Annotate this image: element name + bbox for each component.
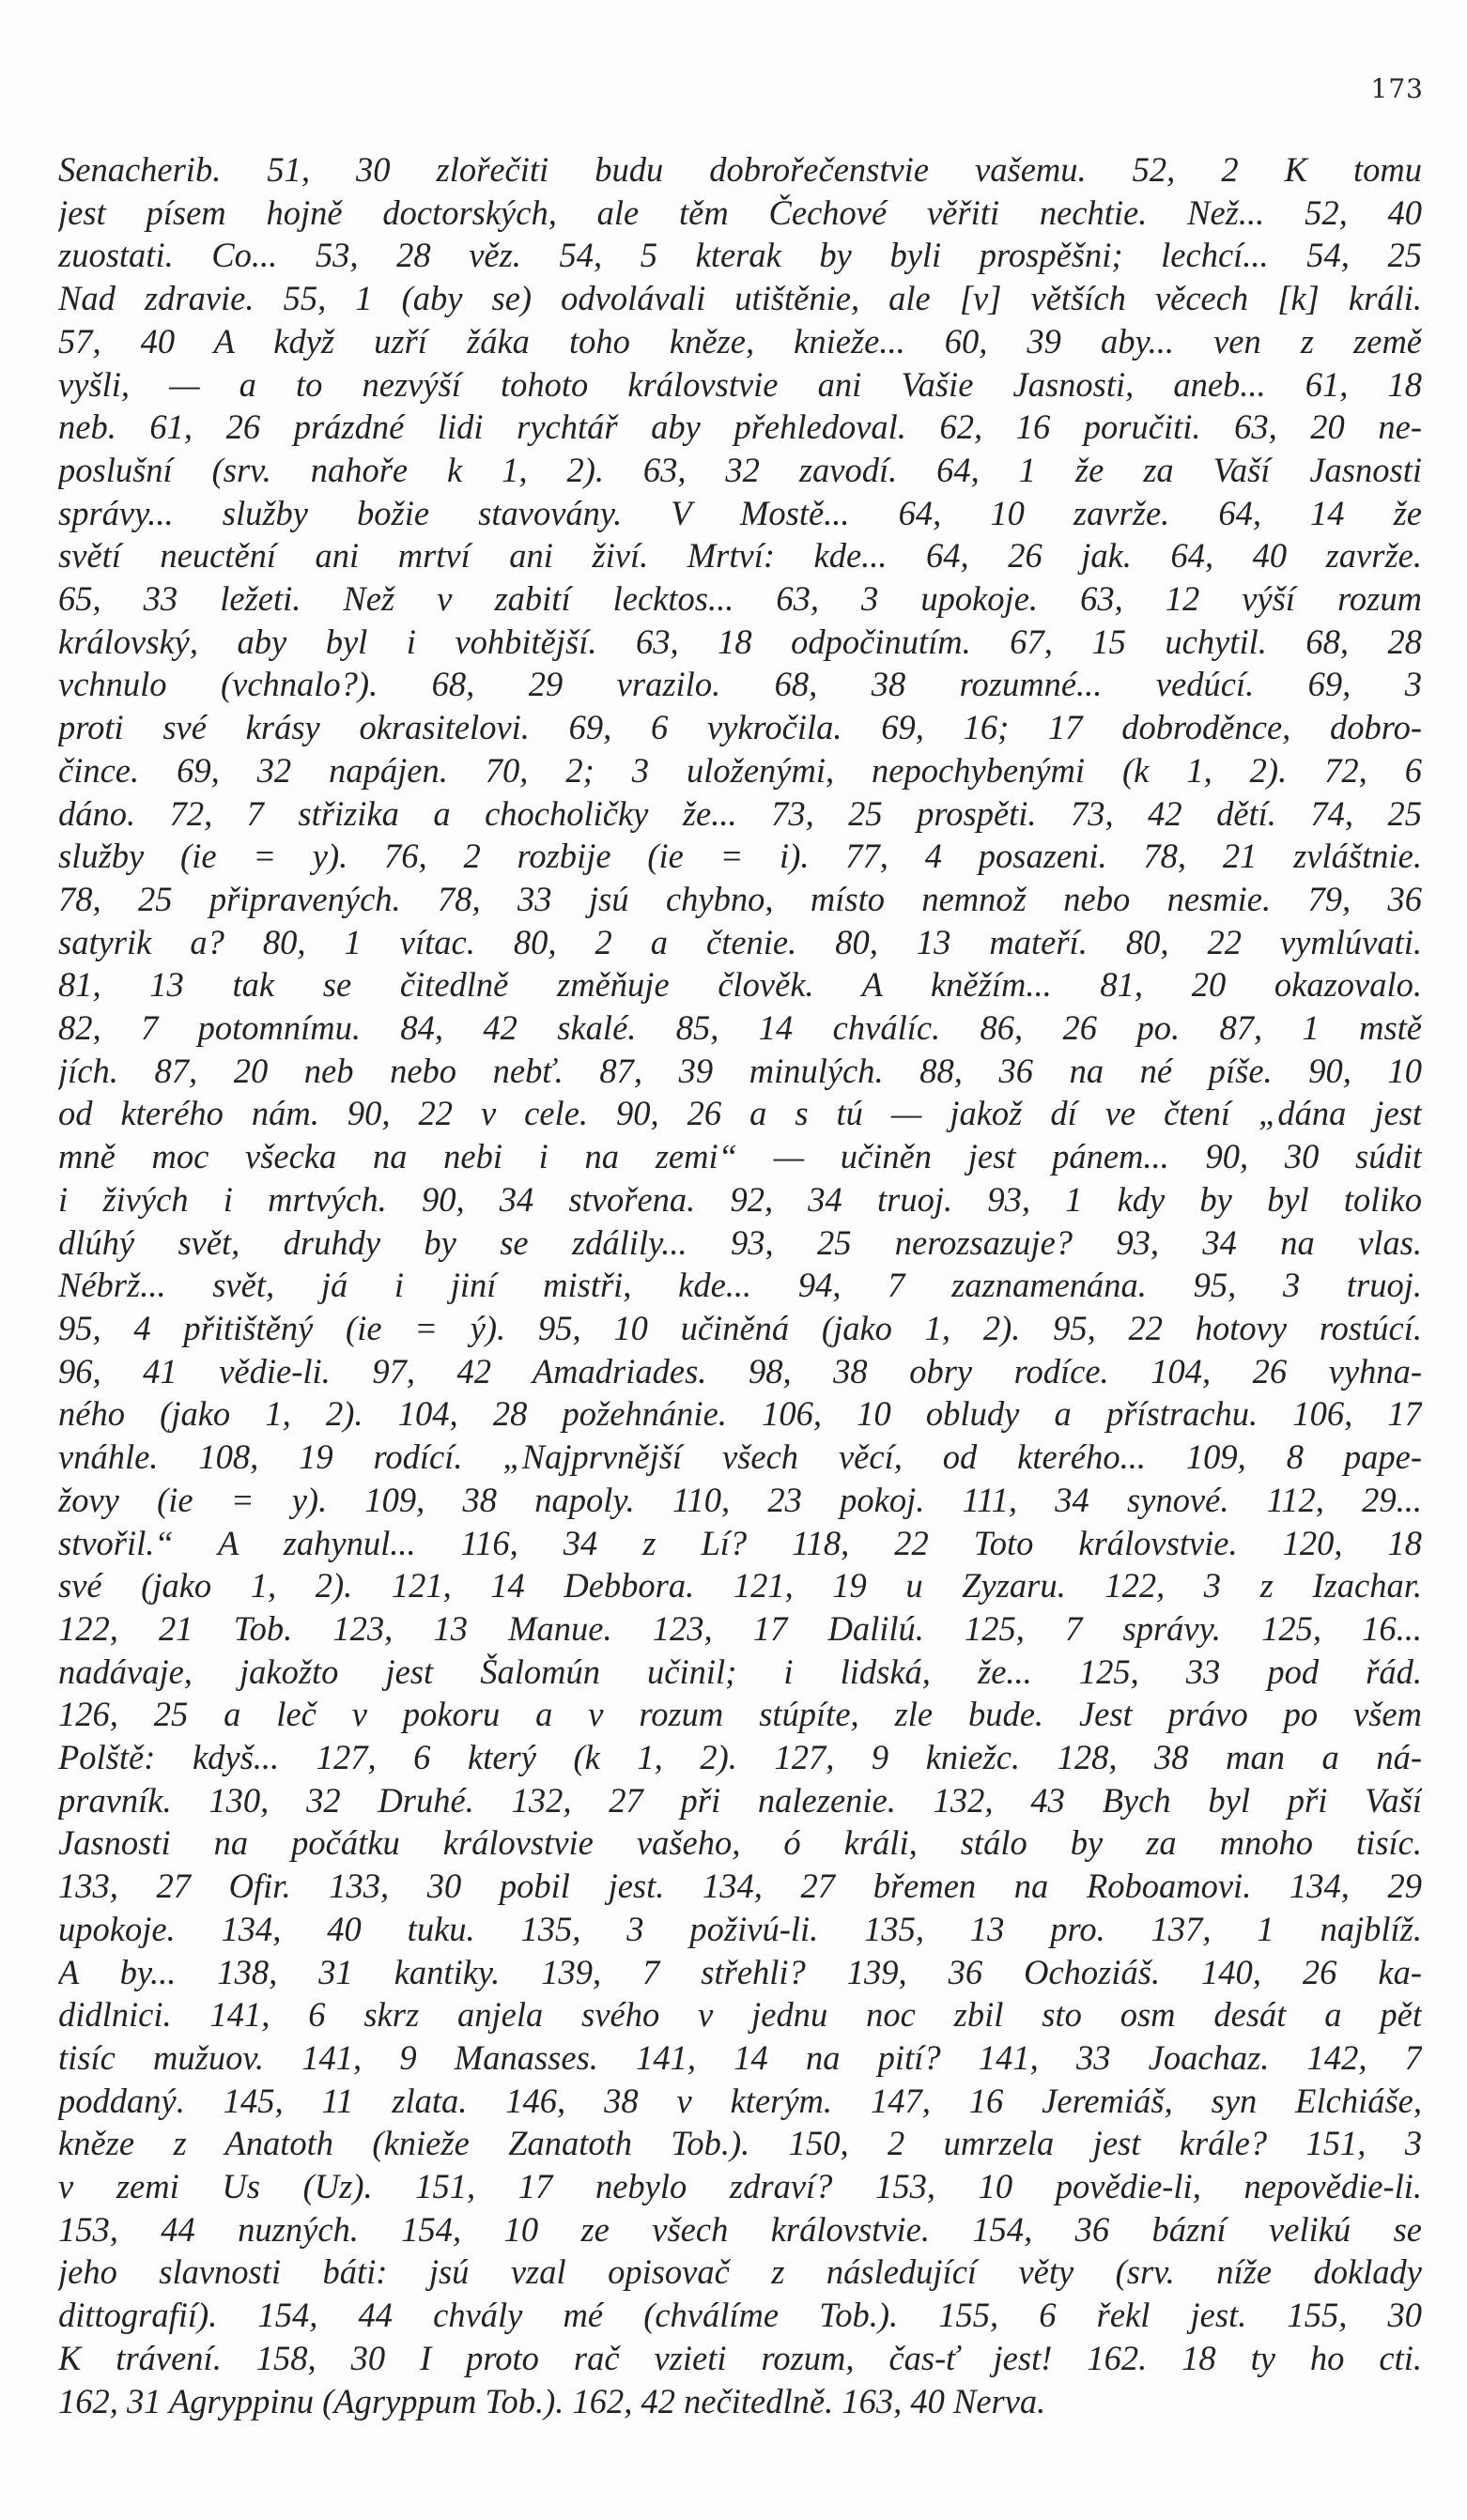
text-line: i živých i mrtvých. 90, 34 stvořena. 92, 34 truoj. 93, 1 kdy by byl toliko [58,1179,1422,1219]
text-line: královský, aby byl i vohbitější. 63, 18 odpočinutím. 67, 15 uchytil. 68, 28 [58,622,1422,661]
text-line: didlnici. 141, 6 skrz anjela svého v jednu noc zbil sto osm desát a pět [58,1995,1422,2035]
text-line: K trávení. 158, 30 I proto rač vzieti rozum, čas-ť jest! 162. 18 ty ho cti. [58,2338,1422,2377]
text-line: neb. 61, 26 prázdné lidi rychtář aby přehledoval. 62, 16 poručiti. 63, 20 ne- [58,407,1422,447]
text-line: Nad zdravie. 55, 1 (aby se) odvolávali utištěnie, ale [v] větších věcech [k] králi. [58,279,1422,318]
text-line: správy... služby božie stavovány. V Mostě... 64, 10 zavrže. 64, 14 že [58,493,1422,532]
text-line: satyrik a? 80, 1 vítac. 80, 2 a čtenie. 80, 13 mateří. 80, 22 vymlúvati. [58,922,1422,961]
text-line: Polště: kdyš... 127, 6 který (k 1, 2). 127, 9 kniežc. 128, 38 man a ná- [58,1738,1422,1777]
text-line: v zemi Us (Uz). 151, 17 nebylo zdraví? 153, 10 povědie-li, nepovědie-li. [58,2167,1422,2206]
text-line: od kterého nám. 90, 22 v cele. 90, 26 a s tú — jakož dí ve čtení „dána jest [58,1094,1422,1133]
text-line: tisíc mužuov. 141, 9 Manasses. 141, 14 na pití? 141, 33 Joachaz. 142, 7 [58,2037,1422,2077]
text-line: dittografií). 154, 44 chvály mé (chválíme Tob.). 155, 6 řekl jest. 155, 30 [58,2296,1422,2335]
text-line: dáno. 72, 7 střizika a chocholičky že... 73, 25 prospěti. 73, 42 dětí. 74, 25 [58,793,1422,833]
text-line: 153, 44 nuzných. 154, 10 ze všech královstvie. 154, 36 bázní velikú se [58,2209,1422,2249]
page-number: 173 [1370,73,1424,104]
text-line: upokoje. 134, 40 tuku. 135, 3 poživú-li. 135, 13 pro. 137, 1 najblíž. [58,1909,1422,1948]
text-line: čince. 69, 32 napájen. 70, 2; 3 uloženými, nepochybenými (k 1, 2). 72, 6 [58,750,1422,790]
text-line: 126, 25 a leč v pokoru a v rozum stúpíte, zle bude. Jest právo po všem [58,1695,1422,1734]
text-line: jeho slavnosti báti: jsú vzal opisovač z následující věty (srv. níže doklady [58,2252,1422,2292]
text-line: zuostati. Co... 53, 28 věz. 54, 5 kterak by byli prospěšni; lechcí... 54, 25 [58,236,1422,275]
text-line: proti své krásy okrasitelovi. 69, 6 vykročila. 69, 16; 17 dobroděnce, dobro- [58,708,1422,747]
text-line: žovy (ie = y). 109, 38 napoly. 110, 23 pokoj. 111, 34 synové. 112, 29... [58,1480,1422,1519]
text-line: 162, 31 Agryppinu (Agryppum Tob.). 162, 42 nečitedlně. 163, 40 Nerva. [58,2381,1046,2420]
text-line: 96, 41 vědie-li. 97, 42 Amadriades. 98, 38 obry rodíce. 104, 26 vyhna- [58,1351,1422,1391]
text-line: vnáhle. 108, 19 rodící. „Najprvnější všech věcí, od kterého... 109, 8 pape- [58,1437,1422,1477]
text-line: Senacherib. 51, 30 zlořečiti budu dobrořečenstvie vašemu. 52, 2 K tomu [58,150,1422,189]
text-line: poddaný. 145, 11 zlata. 146, 38 v kterým. 147, 16 Jeremiáš, syn Elchiáše, [58,2081,1422,2120]
text-line: 133, 27 Ofir. 133, 30 pobil jest. 134, 27 břemen na Roboamovi. 134, 29 [58,1867,1422,1906]
text-line: služby (ie = y). 76, 2 rozbije (ie = i). 77, 4 posazeni. 78, 21 zvláštnie. [58,837,1422,876]
text-line: Nébrž... svět, já i jiní mistři, kde... 94, 7 zaznamenána. 95, 3 truoj. [58,1266,1422,1305]
text-line: 95, 4 přitištěný (ie = ý). 95, 10 učiněná (jako 1, 2). 95, 22 hotovy rostúcí. [58,1308,1422,1347]
text-line: jích. 87, 20 neb nebo nebť. 87, 39 minulých. 88, 36 na né píše. 90, 10 [58,1051,1422,1090]
text-line: dlúhý svět, druhdy by se zdálily... 93, 25 nerozsazuje? 93, 34 na vlas. [58,1222,1422,1262]
text-line: pravník. 130, 32 Druhé. 132, 27 při nalezenie. 132, 43 Bych byl při Vaší [58,1780,1422,1820]
text-line: nadávaje, jakožto jest Šalomún učinil; i lidská, že... 125, 33 pod řád. [58,1652,1422,1691]
notes-text-block [58,148,1422,2422]
text-line: světí neuctění ani mrtví ani živí. Mrtví: kde... 64, 26 jak. 64, 40 zavrže. [58,536,1422,576]
text-line: poslušní (srv. nahoře k 1, 2). 63, 32 zavodí. 64, 1 že za Vaší Jasnosti [58,450,1422,489]
text-line: své (jako 1, 2). 121, 14 Debbora. 121, 19 u Zyzaru. 122, 3 z Izachar. [58,1566,1422,1606]
text-line: 65, 33 ležeti. Než v zabití lecktos... 63, 3 upokoje. 63, 12 výší rozum [58,579,1422,619]
text-line: 82, 7 potomnímu. 84, 42 skalé. 85, 14 chválíc. 86, 26 po. 87, 1 mstě [58,1008,1422,1048]
text-line: Jasnosti na počátku královstvie vašeho, ó králi, stálo by za mnoho tisíc. [58,1823,1422,1863]
text-line: vchnulo (vchnalo?). 68, 29 vrazilo. 68, 38 rozumné... vedúcí. 69, 3 [58,665,1422,704]
text-line: vyšli, — a to nezvýší tohoto královstvie ani Vašie Jasnosti, aneb... 61, 18 [58,364,1422,404]
text-line: A by... 138, 31 kantiky. 139, 7 střehli? 139, 36 Ochoziáš. 140, 26 ka- [58,1952,1422,1991]
text-line: 122, 21 Tob. 123, 13 Manue. 123, 17 Dalilú. 125, 7 správy. 125, 16... [58,1608,1422,1648]
text-line: kněze z Anatoth (knieže Zanatoth Tob.). 150, 2 umrzela jest krále? 151, 3 [58,2124,1422,2163]
text-line: mně moc všecka na nebi i na zemi“ — učiněn jest pánem... 90, 30 súdit [58,1137,1422,1176]
text-line: 57, 40 A když uzří žáka toho kněze, knieže... 60, 39 aby... ven z země [58,321,1422,361]
text-line: jest písem hojně doctorských, ale těm Čechové věřiti nechtie. Než... 52, 40 [58,192,1422,232]
text-line: 81, 13 tak se čitedlně změňuje člověk. A kněžím... 81, 20 okazovalo. [58,965,1422,1005]
text-line: stvořil.“ A zahynul... 116, 34 z Lí? 118, 22 Toto královstvie. 120, 18 [58,1523,1422,1562]
text-line: ného (jako 1, 2). 104, 28 požehnánie. 106, 10 obludy a přístrachu. 106, 17 [58,1394,1422,1434]
text-line: 78, 25 připravených. 78, 33 jsú chybno, místo nemnož nebo nesmie. 79, 36 [58,879,1422,918]
